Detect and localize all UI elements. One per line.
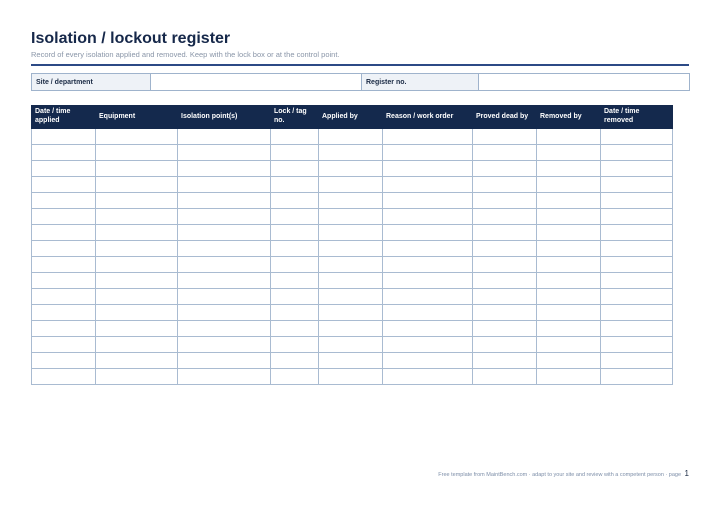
table-cell[interactable] <box>383 177 473 193</box>
table-cell[interactable] <box>601 321 673 337</box>
table-cell[interactable] <box>178 145 271 161</box>
table-cell[interactable] <box>473 321 537 337</box>
table-cell[interactable] <box>178 305 271 321</box>
table-cell[interactable] <box>271 289 319 305</box>
table-cell[interactable] <box>178 257 271 273</box>
table-row <box>32 257 673 273</box>
table-cell[interactable] <box>601 209 673 225</box>
table-cell[interactable] <box>178 337 271 353</box>
site-department-label: Site / department <box>32 74 151 91</box>
table-cell[interactable] <box>601 337 673 353</box>
table-cell[interactable] <box>32 369 96 385</box>
table-cell[interactable] <box>271 161 319 177</box>
table-cell[interactable] <box>96 209 178 225</box>
page-number: 1 <box>684 469 689 478</box>
table-cell[interactable] <box>96 225 178 241</box>
table-row <box>32 321 673 337</box>
table-cell[interactable] <box>178 353 271 369</box>
table-cell[interactable] <box>32 353 96 369</box>
table-cell[interactable] <box>473 257 537 273</box>
table-cell[interactable] <box>96 193 178 209</box>
table-cell[interactable] <box>178 129 271 145</box>
table-cell[interactable] <box>96 321 178 337</box>
table-row <box>32 145 673 161</box>
table-cell[interactable] <box>473 241 537 257</box>
table-cell[interactable] <box>473 305 537 321</box>
table-cell[interactable] <box>537 353 601 369</box>
title-divider <box>31 64 689 66</box>
table-cell[interactable] <box>383 225 473 241</box>
table-cell[interactable] <box>96 177 178 193</box>
table-cell[interactable] <box>537 289 601 305</box>
table-cell[interactable] <box>32 193 96 209</box>
table-cell[interactable] <box>32 177 96 193</box>
table-cell[interactable] <box>32 161 96 177</box>
table-cell[interactable] <box>601 241 673 257</box>
column-header: Proved dead by <box>473 106 537 129</box>
table-cell[interactable] <box>383 257 473 273</box>
table-cell[interactable] <box>178 193 271 209</box>
table-cell[interactable] <box>601 145 673 161</box>
table-cell[interactable] <box>319 241 383 257</box>
table-cell[interactable] <box>178 161 271 177</box>
table-cell[interactable] <box>601 129 673 145</box>
table-cell[interactable] <box>319 289 383 305</box>
page-footer <box>438 469 689 478</box>
table-header-row <box>32 106 673 129</box>
table-cell[interactable] <box>601 177 673 193</box>
table-cell[interactable] <box>601 225 673 241</box>
table-cell[interactable] <box>96 145 178 161</box>
table-cell[interactable] <box>32 305 96 321</box>
column-header: Date / time applied <box>32 106 96 129</box>
column-header: Isolation point(s) <box>178 106 271 129</box>
table-cell[interactable] <box>32 209 96 225</box>
table-cell[interactable] <box>537 209 601 225</box>
table-cell[interactable] <box>537 161 601 177</box>
table-cell[interactable] <box>178 321 271 337</box>
table-cell[interactable] <box>537 369 601 385</box>
table-cell[interactable] <box>537 257 601 273</box>
table-cell[interactable] <box>601 305 673 321</box>
info-fields <box>31 73 690 91</box>
column-header: Applied by <box>319 106 383 129</box>
table-cell[interactable] <box>271 209 319 225</box>
table-cell[interactable] <box>319 257 383 273</box>
table-cell[interactable] <box>319 337 383 353</box>
table-cell[interactable] <box>383 337 473 353</box>
table-cell[interactable] <box>271 337 319 353</box>
table-cell[interactable] <box>473 337 537 353</box>
table-cell[interactable] <box>271 305 319 321</box>
footer-note: Free template from MaintBench.com · adapt to your site and review with a competent person · page <box>438 472 682 478</box>
table-cell[interactable] <box>319 225 383 241</box>
table-cell[interactable] <box>271 353 319 369</box>
table-cell[interactable] <box>319 145 383 161</box>
table-row <box>32 177 673 193</box>
table-cell[interactable] <box>601 257 673 273</box>
column-header: Lock / tag no. <box>271 106 319 129</box>
table-cell[interactable] <box>271 273 319 289</box>
table-cell[interactable] <box>32 289 96 305</box>
table-cell[interactable] <box>383 305 473 321</box>
table-cell[interactable] <box>537 241 601 257</box>
table-cell[interactable] <box>601 353 673 369</box>
table-row <box>32 225 673 241</box>
table-cell[interactable] <box>32 273 96 289</box>
table-cell[interactable] <box>537 145 601 161</box>
table-cell[interactable] <box>537 337 601 353</box>
table-cell[interactable] <box>473 177 537 193</box>
table-cell[interactable] <box>383 369 473 385</box>
table-cell[interactable] <box>383 129 473 145</box>
table-cell[interactable] <box>383 145 473 161</box>
table-cell[interactable] <box>537 321 601 337</box>
column-header: Removed by <box>537 106 601 129</box>
table-cell[interactable] <box>537 305 601 321</box>
table-cell[interactable] <box>473 353 537 369</box>
table-row <box>32 161 673 177</box>
table-cell[interactable] <box>178 209 271 225</box>
table-cell[interactable] <box>178 241 271 257</box>
table-cell[interactable] <box>383 273 473 289</box>
table-cell[interactable] <box>601 161 673 177</box>
register-no-field[interactable] <box>479 74 690 91</box>
table-cell[interactable] <box>178 177 271 193</box>
register-no-label: Register no. <box>362 74 479 91</box>
table-cell[interactable] <box>319 209 383 225</box>
table-cell[interactable] <box>537 225 601 241</box>
table-cell[interactable] <box>96 273 178 289</box>
table-cell[interactable] <box>96 305 178 321</box>
table-row <box>32 305 673 321</box>
table-cell[interactable] <box>383 241 473 257</box>
table-cell[interactable] <box>473 145 537 161</box>
table-cell[interactable] <box>383 193 473 209</box>
table-cell[interactable] <box>178 369 271 385</box>
table-cell[interactable] <box>601 369 673 385</box>
table-cell[interactable] <box>271 193 319 209</box>
table-cell[interactable] <box>32 337 96 353</box>
isolation-register-table <box>31 105 673 385</box>
table-cell[interactable] <box>383 289 473 305</box>
table-cell[interactable] <box>32 145 96 161</box>
table-cell[interactable] <box>473 289 537 305</box>
table-cell[interactable] <box>271 129 319 145</box>
table-cell[interactable] <box>319 273 383 289</box>
table-row <box>32 289 673 305</box>
column-header: Date / time removed <box>601 106 673 129</box>
table-cell[interactable] <box>319 161 383 177</box>
table-cell[interactable] <box>473 129 537 145</box>
table-cell[interactable] <box>473 193 537 209</box>
table-cell[interactable] <box>601 289 673 305</box>
table-cell[interactable] <box>96 337 178 353</box>
table-cell[interactable] <box>271 225 319 241</box>
column-header: Reason / work order <box>383 106 473 129</box>
table-row <box>32 129 673 145</box>
table-cell[interactable] <box>319 193 383 209</box>
table-cell[interactable] <box>383 209 473 225</box>
table-cell[interactable] <box>271 257 319 273</box>
table-cell[interactable] <box>537 193 601 209</box>
table-cell[interactable] <box>32 225 96 241</box>
table-cell[interactable] <box>601 193 673 209</box>
table-cell[interactable] <box>473 209 537 225</box>
table-cell[interactable] <box>178 289 271 305</box>
table-cell[interactable] <box>537 273 601 289</box>
table-cell[interactable] <box>96 369 178 385</box>
table-row <box>32 369 673 385</box>
table-cell[interactable] <box>383 353 473 369</box>
table-cell[interactable] <box>271 369 319 385</box>
table-cell[interactable] <box>96 241 178 257</box>
table-cell[interactable] <box>271 177 319 193</box>
table-cell[interactable] <box>473 161 537 177</box>
table-row <box>32 337 673 353</box>
table-cell[interactable] <box>319 369 383 385</box>
table-body <box>32 129 673 385</box>
table-cell[interactable] <box>537 129 601 145</box>
table-cell[interactable] <box>96 257 178 273</box>
table-cell[interactable] <box>32 321 96 337</box>
table-row <box>32 193 673 209</box>
table-cell[interactable] <box>473 273 537 289</box>
page-title: Isolation / lockout register <box>31 30 231 47</box>
table-cell[interactable] <box>473 225 537 241</box>
table-cell[interactable] <box>473 369 537 385</box>
table-cell[interactable] <box>178 225 271 241</box>
table-cell[interactable] <box>178 273 271 289</box>
table-cell[interactable] <box>271 145 319 161</box>
table-row <box>32 353 673 369</box>
table-cell[interactable] <box>271 241 319 257</box>
table-cell[interactable] <box>319 305 383 321</box>
page-subtitle: Record of every isolation applied and removed. Keep with the lock box or at the control point. <box>31 50 340 59</box>
table-cell[interactable] <box>319 129 383 145</box>
table-cell[interactable] <box>96 129 178 145</box>
table-cell[interactable] <box>32 257 96 273</box>
table-cell[interactable] <box>601 273 673 289</box>
table-cell[interactable] <box>96 289 178 305</box>
table-cell[interactable] <box>537 177 601 193</box>
table-row <box>32 209 673 225</box>
site-department-field[interactable] <box>151 74 362 91</box>
table-cell[interactable] <box>96 353 178 369</box>
table-cell[interactable] <box>32 129 96 145</box>
table-cell[interactable] <box>319 321 383 337</box>
table-row <box>32 241 673 257</box>
table-cell[interactable] <box>383 161 473 177</box>
table-cell[interactable] <box>319 177 383 193</box>
table-cell[interactable] <box>271 321 319 337</box>
table-cell[interactable] <box>96 161 178 177</box>
column-header: Equipment <box>96 106 178 129</box>
table-cell[interactable] <box>319 353 383 369</box>
table-row <box>32 273 673 289</box>
table-cell[interactable] <box>383 321 473 337</box>
table-cell[interactable] <box>32 241 96 257</box>
